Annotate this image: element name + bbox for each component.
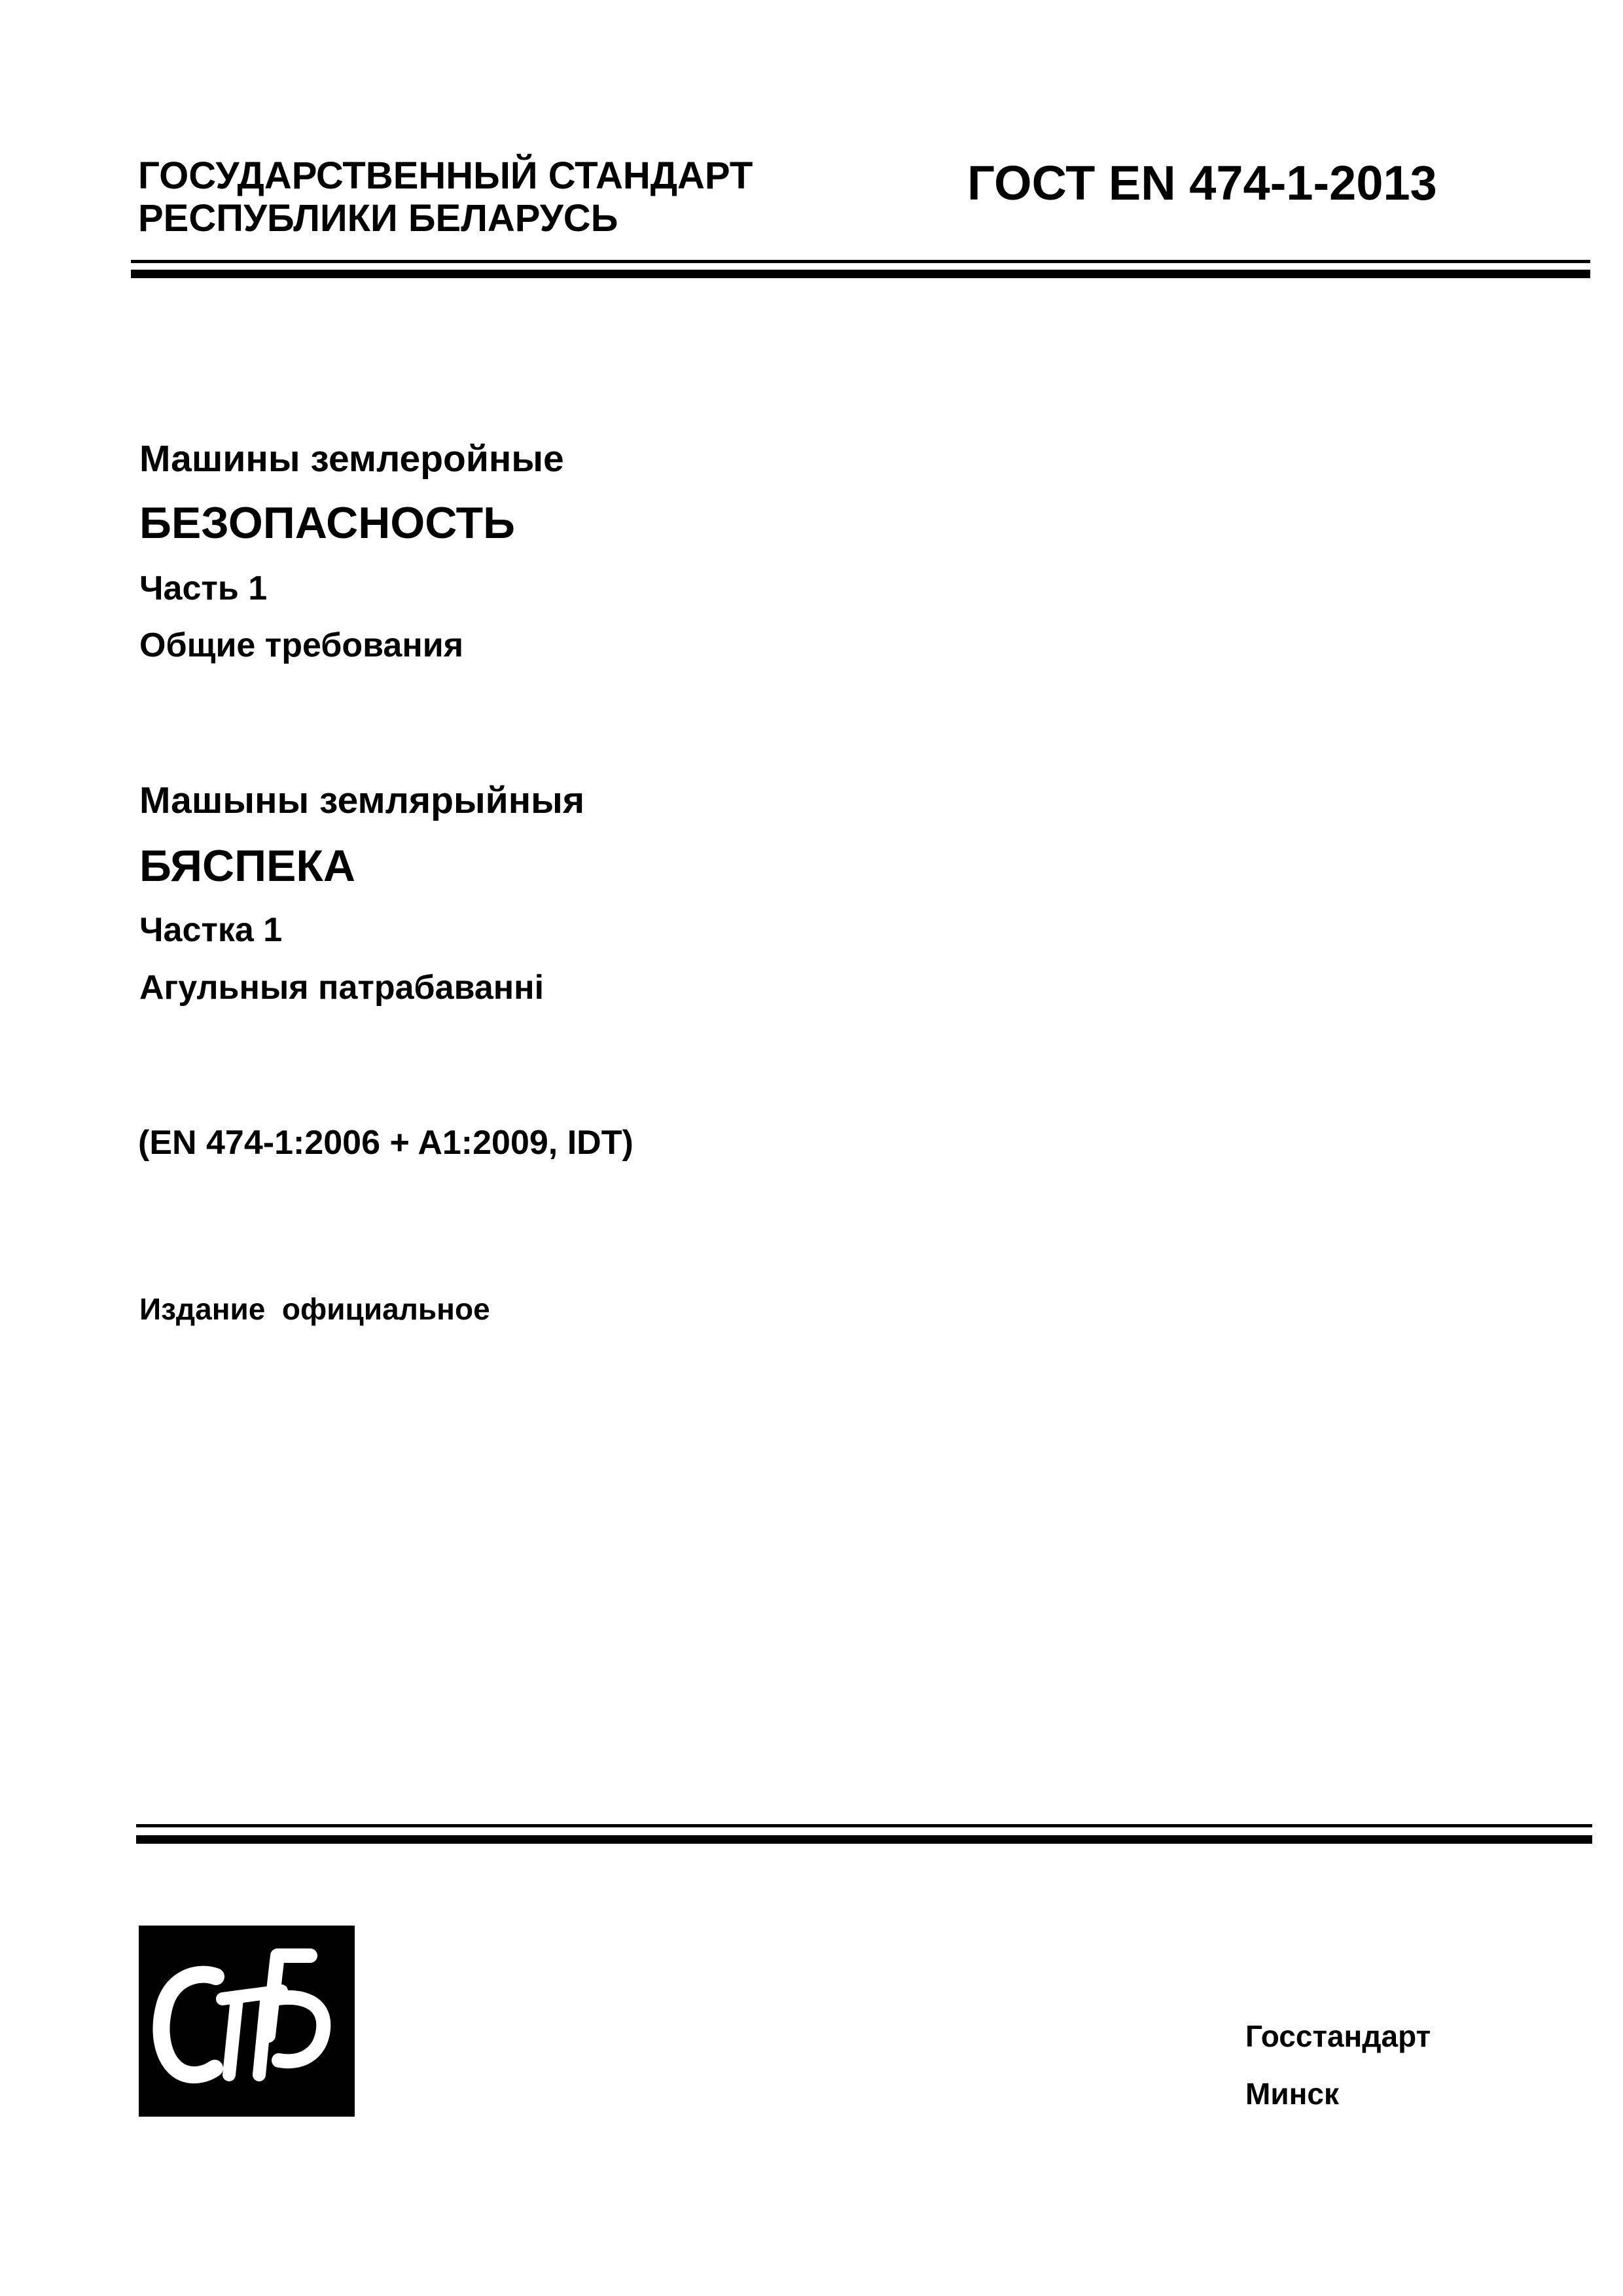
top-rule-thin (131, 260, 1590, 263)
issuer-line-2: РЕСПУБЛИКИ БЕЛАРУСЬ (138, 197, 618, 240)
title-be-part-name: Агульныя патрабаванні (139, 969, 544, 1007)
document-number: ГОСТ EN 474-1-2013 (967, 156, 1437, 210)
title-ru-part: Часть 1 (139, 569, 268, 607)
issuer-line-1: ГОСУДАРСТВЕННЫЙ СТАНДАРТ (138, 154, 753, 197)
edition-note: Издание официальное (139, 1292, 490, 1326)
publisher-city: Минск (1245, 2077, 1339, 2111)
title-ru-subject: Машины землеройные (139, 438, 564, 480)
standard-equivalence: (EN 474-1:2006 + A1:2009, IDT) (138, 1124, 633, 1162)
title-be-subject: Машыны землярыйныя (139, 780, 585, 821)
stb-standard-mark-icon (139, 1926, 355, 2117)
title-be-part: Частка 1 (139, 911, 283, 949)
top-rule-thick (131, 270, 1590, 278)
title-be-main: БЯСПЕКА (139, 841, 356, 891)
title-ru-main: БЕЗОПАСНОСТЬ (139, 498, 516, 548)
bottom-rule-thick (136, 1835, 1592, 1844)
bottom-rule-thin (136, 1824, 1592, 1827)
publisher-name: Госстандарт (1245, 2019, 1431, 2053)
title-ru-part-name: Общие требования (139, 626, 464, 664)
